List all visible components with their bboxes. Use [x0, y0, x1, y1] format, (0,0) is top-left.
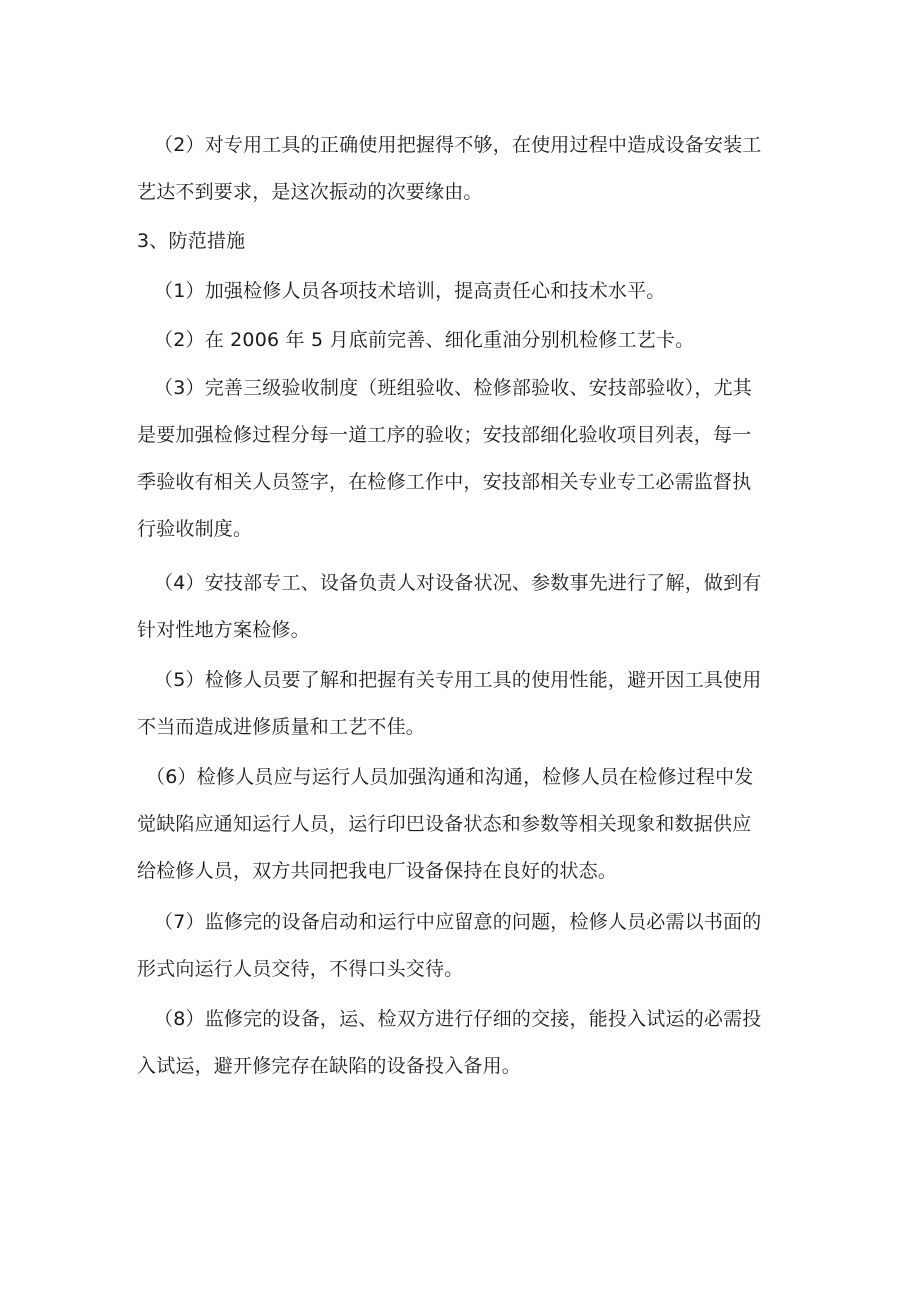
- section-heading: [137, 218, 787, 265]
- text-line: 入试运，避开修完存在缺陷的设备投入备用。: [137, 1055, 522, 1077]
- text-line: 行验收制度。: [137, 518, 253, 540]
- text-line: 给检修人员，双方共同把我电厂设备保持在良好的状态。: [137, 860, 618, 882]
- paragraph-measure-3: [137, 365, 787, 553]
- paragraph-measure-6: [137, 754, 787, 895]
- text-line: （2）对专用工具的正确使用把握得不够，在使用过程中造成设备安装工: [154, 134, 762, 156]
- text-line: （1）加强检修人员各项技术培训，提高责任心和技术水平。: [154, 280, 666, 302]
- text-line: （4）安技部专工、设备负责人对设备状况、参数事先进行了解，做到有: [154, 572, 762, 594]
- text-line: 不当而造成进修质量和工艺不佳。: [137, 716, 426, 738]
- text-line: 季验收有相关人员签字，在检修工作中，安技部相关专业专工必需监督执: [137, 471, 752, 493]
- paragraph-measure-7: [137, 899, 787, 993]
- text-line: 艺达不到要求，是这次振动的次要缘由。: [137, 181, 483, 203]
- paragraph-measure-5: [137, 657, 787, 751]
- text-line: （6）检修人员应与运行人员加强沟通和沟通，检修人员在检修过程中发: [146, 766, 754, 788]
- text-line: （5）检修人员要了解和把握有关专用工具的使用性能，避开因工具使用: [154, 669, 762, 691]
- text-line: （2）在 2006 年 5 月底前完善、细化重油分别机检修工艺卡。: [154, 329, 695, 351]
- paragraph-measure-2: [137, 317, 787, 364]
- text-line: （8）监修完的设备，运、检双方进行仔细的交接，能投入试运的必需投: [154, 1008, 762, 1030]
- text-line: 3、防范措施: [137, 230, 246, 252]
- text-line: （3）完善三级验收制度（班组验收、检修部验收、安技部验收），尤其: [154, 377, 752, 399]
- paragraph-measure-1: [137, 268, 787, 315]
- text-line: 觉缺陷应通知运行人员，运行印巴设备状态和参数等相关现象和数据供应: [137, 813, 752, 835]
- text-line: 形式向运行人员交待，不得口头交待。: [137, 958, 464, 980]
- text-line: 针对性地方案检修。: [137, 619, 310, 641]
- paragraph-measure-4: [137, 560, 787, 654]
- paragraph-measure-8: [137, 996, 787, 1090]
- text-line: 是要加强检修过程分每一道工序的验收；安技部细化验收项目列表，每一: [137, 424, 752, 446]
- text-line: （7）监修完的设备启动和运行中应留意的问题，检修人员必需以书面的: [154, 911, 762, 933]
- paragraph-cause-2: [137, 122, 787, 216]
